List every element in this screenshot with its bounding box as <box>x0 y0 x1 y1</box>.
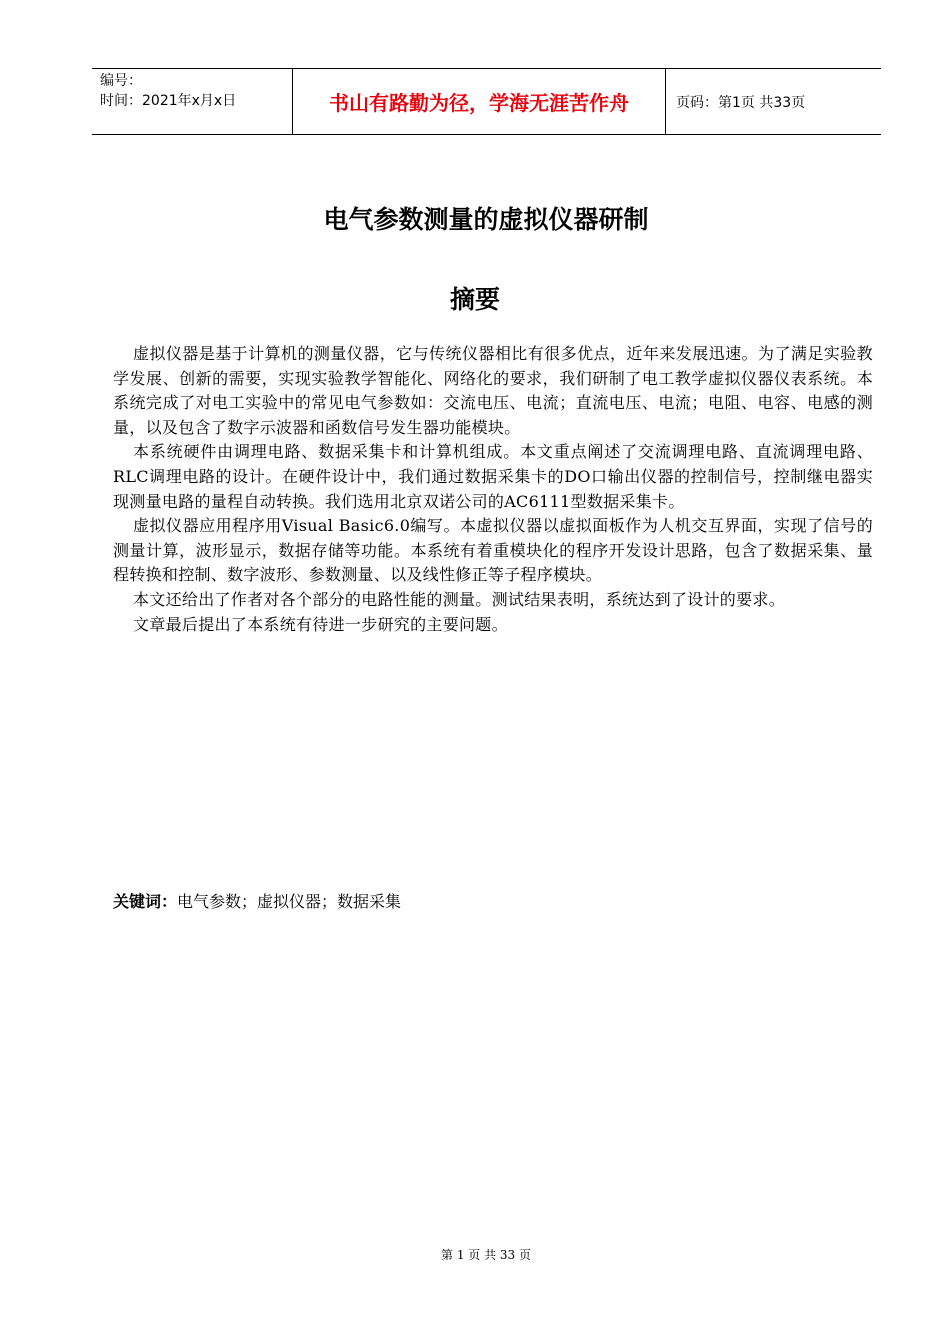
page-footer: 第 1 页 共 33 页 <box>441 1248 531 1262</box>
abstract-heading: 摘要 <box>449 285 500 314</box>
abstract-body <box>113 342 873 637</box>
keywords <box>113 889 401 912</box>
keywords-label: 关键词： <box>113 892 178 911</box>
abstract-paragraph: 虚拟仪器是基于计算机的测量仪器，它与传统仪器相比有很多优点，近年来发展迅速。为了满足实验教学发展、创新的需要，实现实验教学智能化、网络化的要求，我们研制了电工教学虚拟仪器仪表系统。本系统完成了对电工实验中的常见电气参数如：交流电压、电流；直流电压、电流；电阻、电容、电感的测量，以及包含了数字示波器和函数信号发生器功能模块。 <box>113 344 873 437</box>
page-header <box>92 68 881 135</box>
document-number-label: 编号： <box>100 73 142 89</box>
document-title: 电气参数测量的虚拟仪器研制 <box>323 205 649 234</box>
header-meta <box>92 69 293 134</box>
abstract-paragraph: 虚拟仪器应用程序用Visual Basic6.0编写。本虚拟仪器以虚拟面板作为人机交互界面，实现了信号的测量计算，波形显示，数据存储等功能。本系统有着重模块化的程序开发设计思路，包含了数据采集、量程转换和控制、数字波形、参数测量、以及线性修正等子程序模块。 <box>113 516 873 585</box>
keywords-value: 电气参数；虚拟仪器；数据采集 <box>177 892 402 911</box>
document-time: 时间：2021年x月x日 <box>100 93 237 109</box>
header-motto: 书山有路勤为径，学海无涯苦作舟 <box>293 69 666 134</box>
abstract-paragraph: 文章最后提出了本系统有待进一步研究的主要问题。 <box>133 614 508 634</box>
header-page-info: 页码：第1页 共33页 <box>676 94 806 111</box>
abstract-paragraph: 本文还给出了作者对各个部分的电路性能的测量。测试结果表明，系统达到了设计的要求。 <box>133 589 786 609</box>
abstract-paragraph: 本系统硬件由调理电路、数据采集卡和计算机组成。本文重点阐述了交流调理电路、直流调理电路、RLC调理电路的设计。在硬件设计中，我们通过数据采集卡的DO口输出仪器的控制信号，控制继电器实现测量电路的量程自动转换。我们选用北京双诺公司的AC6111型数据采集卡。 <box>113 442 873 511</box>
